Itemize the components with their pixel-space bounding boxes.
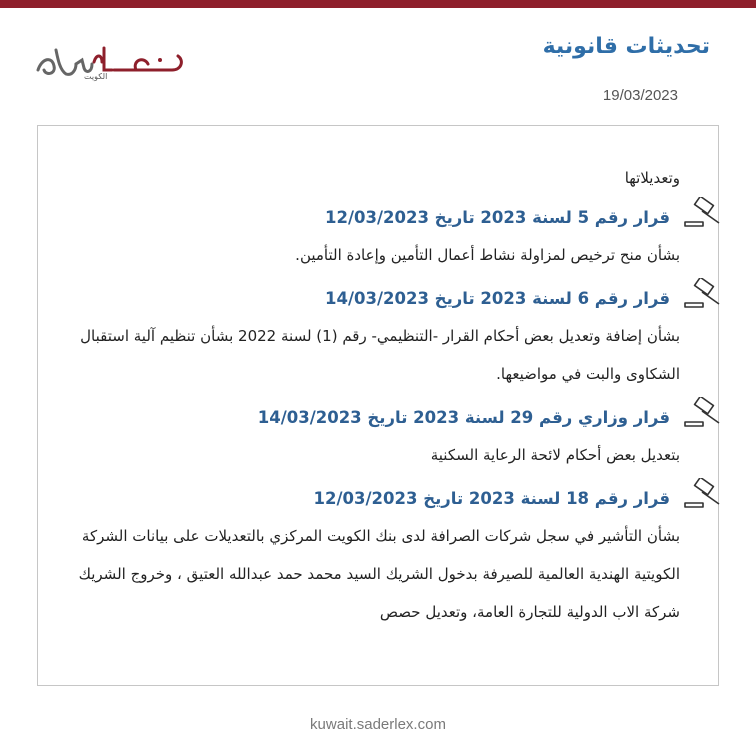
item-body: بشأن إضافة وتعديل بعض أحكام القرار -التنظيمي- رقم (1) لسنة 2022 بشأن تنظيم آلية استقبال الشكاوى والبت في مواضيعها.	[80, 327, 680, 383]
gavel-icon	[682, 197, 722, 231]
item-title-text: قرار وزاري رقم 29 لسنة 2023 تاريخ 14/03/2023	[257, 408, 670, 427]
intro-text: وتعديلاتها	[624, 169, 680, 187]
item-title[interactable]	[60, 284, 680, 314]
item-body: بشأن التأشير في سجل شركات الصرافة لدى بنك الكويت المركزي بالتعديلات على بيانات الشركة الكويتية الهندية العالمية للصيرفة بدخول الشريك السيد محمد حمد عبدالله العتيق ، وخروج الشريك شركة الاب الدولية للتجارة العامة، وتعديل حصص	[78, 527, 680, 621]
logo-subtitle: الكويت	[84, 72, 108, 81]
item-title[interactable]	[60, 203, 680, 233]
footer-url[interactable]: kuwait.saderlex.com	[310, 716, 446, 733]
list-item	[60, 203, 680, 274]
saderlex-logo	[32, 30, 192, 88]
gavel-icon	[682, 278, 722, 312]
item-title-text: قرار رقم 6 لسنة 2023 تاريخ 14/03/2023	[325, 289, 670, 308]
top-accent-bar	[0, 0, 756, 8]
gavel-icon	[682, 478, 722, 512]
list-item	[60, 484, 680, 631]
publish-date: 19/03/2023	[602, 87, 678, 104]
list-item	[60, 284, 680, 393]
logo-icon	[32, 30, 192, 88]
updates-list	[60, 163, 680, 631]
list-item	[60, 403, 680, 474]
item-body: بشأن منح ترخيص لمزاولة نشاط أعمال التأمين وإعادة التأمين.	[295, 246, 680, 264]
item-title-text: قرار رقم 18 لسنة 2023 تاريخ 12/03/2023	[313, 489, 670, 508]
gavel-icon	[682, 397, 722, 431]
item-title-text: قرار رقم 5 لسنة 2023 تاريخ 12/03/2023	[325, 208, 670, 227]
item-body: بتعديل بعض أحكام لائحة الرعاية السكنية	[430, 446, 680, 464]
page-title: تحديثات قانونية	[542, 34, 710, 59]
item-title[interactable]	[60, 403, 680, 433]
item-title[interactable]	[60, 484, 680, 514]
